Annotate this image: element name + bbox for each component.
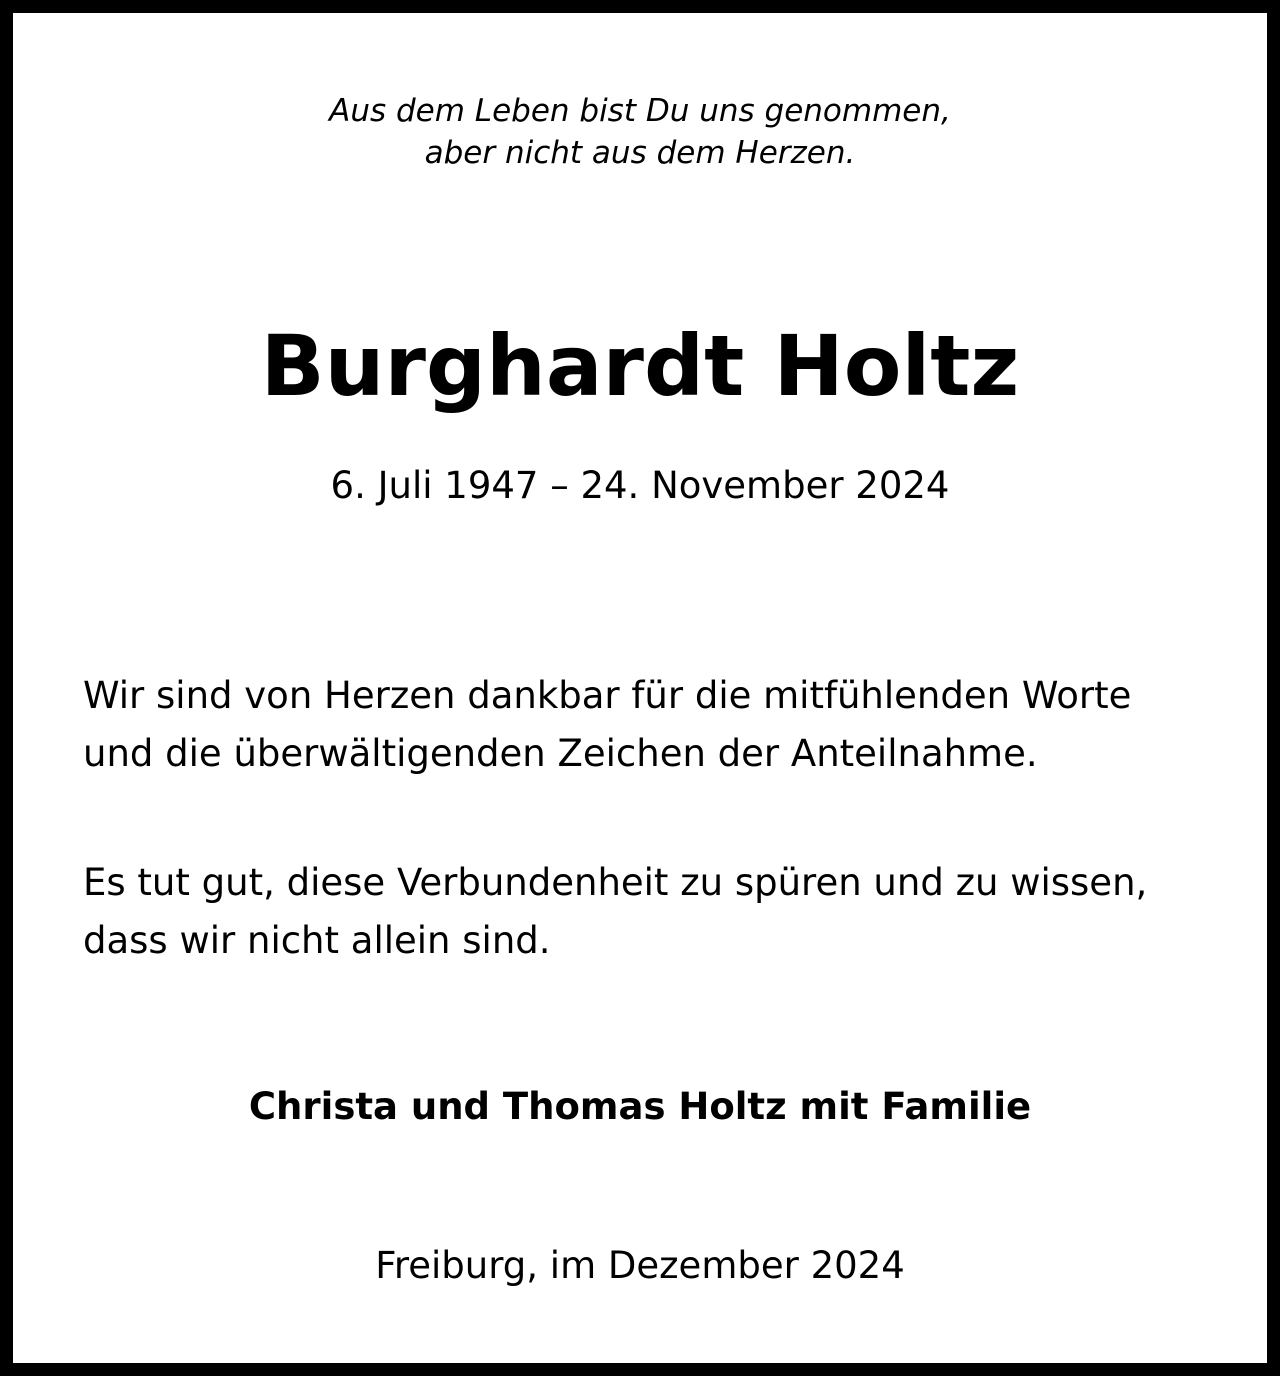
family-signature: Christa und Thomas Holtz mit Familie <box>248 1085 1032 1128</box>
place-and-date: Freiburg, im Dezember 2024 <box>375 1244 905 1287</box>
solidarity-line-2: dass wir nicht allein sind. <box>83 919 551 962</box>
solidarity-paragraph <box>83 854 1243 970</box>
life-dates: 6. Juli 1947 – 24. November 2024 <box>330 464 950 507</box>
motto-quote <box>13 90 1267 174</box>
motto-line-1: Aus dem Leben bist Du uns genommen, <box>329 93 951 129</box>
solidarity-line-1: Es tut gut, diese Verbundenheit zu spüren und zu wissen, <box>83 861 1148 904</box>
thanks-paragraph <box>83 667 1243 783</box>
motto-line-2: aber nicht aus dem Herzen. <box>424 135 856 171</box>
deceased-name: Burghardt Holtz <box>260 317 1020 415</box>
thanks-line-1: Wir sind von Herzen dankbar für die mitfühlenden Worte <box>83 674 1132 717</box>
thanks-line-2: und die überwältigenden Zeichen der Anteilnahme. <box>83 732 1038 775</box>
